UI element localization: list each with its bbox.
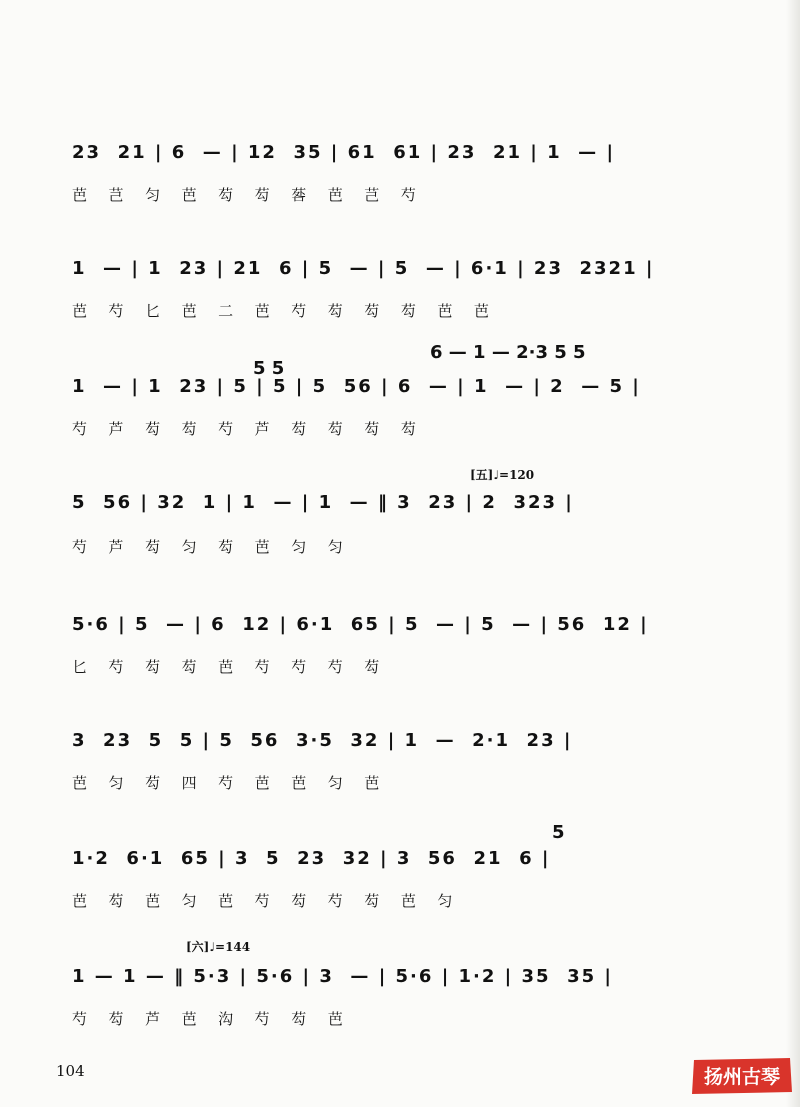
system-2-numbers: 1 — | 1 23 | 21 6 | 5 — | 5 — | 6·1 | 23 2321 | [72, 258, 655, 279]
tempo-mark-section-5: [五]♩=120 [470, 468, 535, 482]
site-watermark-logo [688, 1056, 796, 1096]
system-1-tablature: 芭 芑 匀 芭 芶 芶 䓘 芭 芑 芍 [72, 186, 420, 204]
system-1-numbers: 23 21 | 6 — | 12 35 | 61 61 | 23 21 | 1 — | [72, 142, 616, 163]
system-7-tablature: 芭 芶 芭 匀 芭 芍 芶 芍 芶 芭 匀 [72, 892, 457, 910]
system-7-numbers: 1·2 6·1 65 | 3 5 23 32 | 3 56 21 6 | [72, 848, 551, 869]
system-3-numbers: 1 — | 1 23 | 5 | 5 | 5 56 | 6 — | 1 — | 2 — 5 | [72, 376, 641, 397]
system-4-numbers: 5 56 | 32 1 | 1 — | 1 — ‖ 3 23 | 2 323 | [72, 492, 574, 513]
watermark-badge [688, 1056, 796, 1096]
system-8-numbers: 1 — 1 — ‖ 5·3 | 5·6 | 3 — | 5·6 | 1·2 | 35 35 | [72, 966, 613, 987]
page-number: 104 [56, 1062, 85, 1080]
system-5-numbers: 5·6 | 5 — | 6 12 | 6·1 65 | 5 — | 5 — | 56 12 | [72, 614, 649, 635]
system-3-upper-notes: 6 — 1 — 2·3 5 5 [430, 342, 586, 363]
system-8-tablature: 芍 芶 芦 芭 沟 芍 芶 芭 [72, 1010, 347, 1028]
system-6-numbers: 3 23 5 5 | 5 56 3·5 32 | 1 — 2·1 23 | [72, 730, 573, 751]
system-3-chord-top: 5 5 [253, 358, 285, 379]
watermark-text: 扬州古琴 [703, 1066, 781, 1088]
system-2-tablature: 芭 芍 匕 芭 二 芭 芍 芶 芶 芶 芭 芭 [72, 302, 493, 320]
system-7-upper-note: 5 [552, 822, 565, 843]
tempo-mark-section-6: [六]♩=144 [186, 940, 251, 954]
system-6-tablature: 芭 匀 芶 四 芍 芭 芭 匀 芭 [72, 774, 384, 792]
system-3-tablature: 芍 芦 芶 芶 芍 芦 芶 芶 芶 芶 [72, 420, 420, 438]
system-5-tablature: 匕 芍 芶 芶 芭 芍 芍 芍 芶 [72, 658, 384, 676]
system-4-tablature: 芍 芦 芶 匀 芶 芭 匀 匀 [72, 538, 347, 556]
